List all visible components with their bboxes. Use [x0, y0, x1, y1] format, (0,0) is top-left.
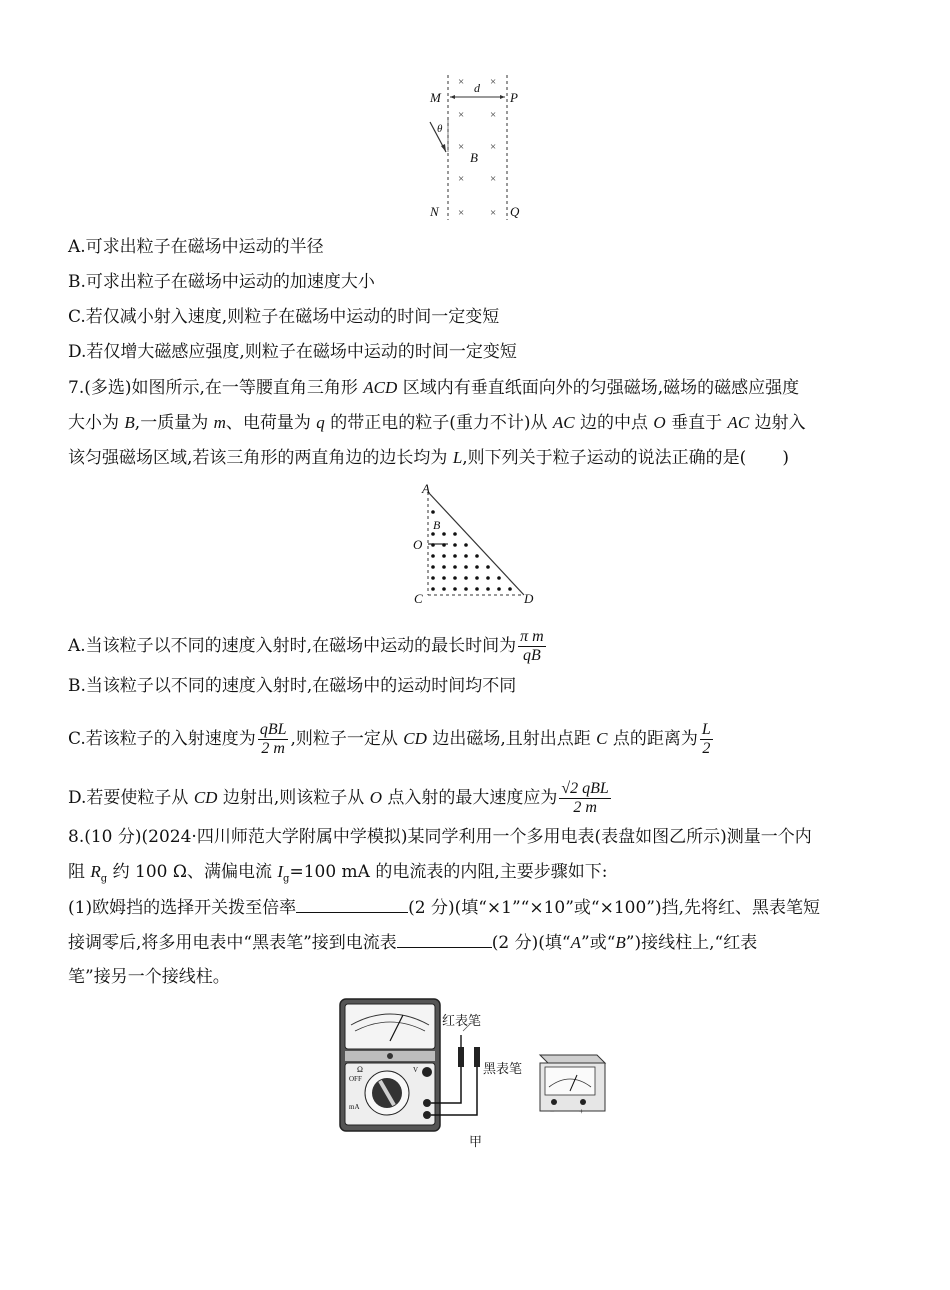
- field-dot: [464, 587, 468, 591]
- field-dot: [464, 554, 468, 558]
- field-dot: [442, 576, 446, 580]
- label-black-probe: 黑表笔: [483, 1062, 523, 1077]
- field-dot: [497, 587, 501, 591]
- label-off: OFF: [349, 1075, 362, 1083]
- label-d: d: [474, 81, 480, 95]
- q7-option-b: B.当该粒子以不同的速度入射时,在磁场中的运动时间均不同: [68, 676, 517, 696]
- answer-blank-2[interactable]: [397, 931, 492, 948]
- field-dot: [464, 543, 468, 547]
- field-dot: [431, 576, 435, 580]
- q6-option-a: A.可求出粒子在磁场中运动的半径: [68, 237, 324, 257]
- q7-option-d: D.若要使粒子从 CD 边射出,则该粒子从 O 点入射的最大速度应为 $\frac{\text{√2 qBL}}{2 m}$: [68, 780, 609, 816]
- field-dot: [486, 587, 490, 591]
- field-dot: [486, 576, 490, 580]
- label-Q: Q: [510, 204, 520, 219]
- field-dot: [453, 576, 457, 580]
- field-dot: [442, 565, 446, 569]
- field-dot: [453, 587, 457, 591]
- label-red-probe: 红表笔: [442, 1014, 482, 1029]
- label-D: D: [524, 591, 534, 606]
- field-dot: [453, 543, 457, 547]
- field-dot: [486, 565, 490, 569]
- field-dot: [475, 587, 479, 591]
- label-P: P: [510, 90, 518, 105]
- q8-line5: 笔”接另一个接线柱。: [68, 967, 230, 987]
- label-ma: mA: [349, 1103, 360, 1111]
- field-dot: [475, 576, 479, 580]
- figure-triangle-field: [408, 482, 543, 607]
- label-theta: θ: [437, 123, 443, 135]
- label-ohm: Ω: [357, 1065, 363, 1074]
- fraction-L-over-2: $\frac{L}{2}$: [701, 721, 711, 757]
- label-M: M: [430, 90, 441, 105]
- figure-multimeter: [335, 995, 615, 1155]
- x-mark: ×: [490, 173, 497, 185]
- answer-blank-1[interactable]: [296, 896, 408, 913]
- field-dot: [464, 576, 468, 580]
- x-mark: ×: [490, 109, 497, 121]
- field-dot: [431, 554, 435, 558]
- field-dot: [453, 532, 457, 536]
- field-dot: [431, 510, 435, 514]
- x-mark: ×: [458, 109, 465, 121]
- q7-option-c: C.若该粒子的入射速度为 $\frac{\text{qBL}}{2 m}$ ,则粒子一定从 CD 边出磁场,且射出点距 C 点的距离为 $\frac{L}{2}$: [68, 721, 711, 757]
- q6-option-c: C.若仅减小射入速度,则粒子在磁场中运动的时间一定变短: [68, 307, 500, 327]
- field-dot: [431, 587, 435, 591]
- field-dot: [453, 554, 457, 558]
- field-dot: [453, 565, 457, 569]
- q7-stem-line2: 大小为 B,一质量为 m、电荷量为 q 的带正电的粒子(重力不计)从 AC 边的中点 O 垂直于 AC 边射入: [68, 413, 806, 433]
- label-O: O: [413, 537, 423, 552]
- field-dot: [431, 532, 435, 536]
- q7-stem-line3: 该匀强磁场区域,若该三角形的两直角边的边长均为 L,则下列关于粒子运动的说法正确的是( ): [68, 448, 789, 468]
- fraction-pi-m-over-qB: $\frac{\text{π m}}{qB}$: [520, 628, 544, 664]
- x-mark: ×: [490, 76, 497, 88]
- fraction-sqrt2-qBL-over-2m: $\frac{\text{√2 qBL}}{2 m}$: [561, 780, 609, 816]
- q8-line1: 8.(10 分)(2024·四川师范大学附属中学模拟)某同学利用一个多用电表(表盘如图乙所示)测量一个内: [68, 827, 812, 847]
- field-dots: [431, 510, 512, 591]
- fraction-qBL-over-2m: $\frac{\text{qBL}}{2 m}$: [259, 721, 287, 757]
- field-dot: [442, 554, 446, 558]
- figure-magnetic-strip: [420, 70, 530, 225]
- q6-option-b: B.可求出粒子在磁场中运动的加速度大小: [68, 272, 375, 292]
- field-dot: [442, 587, 446, 591]
- label-B-field: B: [433, 518, 441, 532]
- field-dot: [497, 576, 501, 580]
- q6-option-d: D.若仅增大磁感应强度,则粒子在磁场中运动的时间一定变短: [68, 342, 517, 362]
- x-mark: ×: [458, 76, 465, 88]
- field-dot: [442, 532, 446, 536]
- q8-line2: 阻 $R_g$ 约 100 Ω、满偏电流 $I_g=100$ mA 的电流表的内阻,主要步骤如下:: [68, 862, 608, 885]
- q8-line3: (1)欧姆挡的选择开关拨至倍率 (2 分)(填“×1”“×10”或“×100”)挡,先将红、黑表笔短: [68, 898, 821, 918]
- field-dot: [464, 565, 468, 569]
- x-mark: ×: [490, 141, 497, 153]
- field-dot: [431, 565, 435, 569]
- label-minus: −: [550, 1107, 555, 1116]
- label-C: C: [414, 591, 423, 606]
- field-dot: [431, 543, 435, 547]
- label-A: A: [422, 482, 430, 496]
- x-mark: ×: [490, 207, 497, 219]
- x-mark: ×: [458, 173, 465, 185]
- label-B: B: [470, 150, 478, 165]
- q7-stem-line1: 7.(多选)如图所示,在一等腰直角三角形 ACD 区域内有垂直纸面向外的匀强磁场,磁场的磁感应强度: [68, 378, 800, 398]
- field-dot: [442, 543, 446, 547]
- q7-option-a: A.当该粒子以不同的速度入射时,在磁场中运动的最长时间为 $\frac{\text{π m}}{qB}$: [68, 628, 544, 664]
- label-v: V: [413, 1066, 419, 1074]
- field-dot: [475, 565, 479, 569]
- x-mark: ×: [458, 141, 465, 153]
- field-dot: [508, 587, 512, 591]
- label-N: N: [430, 204, 439, 219]
- caption-jia: 甲: [469, 1135, 483, 1150]
- field-dot: [475, 554, 479, 558]
- x-mark: ×: [458, 207, 465, 219]
- label-plus: +: [579, 1107, 584, 1116]
- q8-line4: 接调零后,将多用电表中“黑表笔”接到电流表 (2 分)(填“A”或“B”)接线柱上,“红表: [68, 933, 758, 953]
